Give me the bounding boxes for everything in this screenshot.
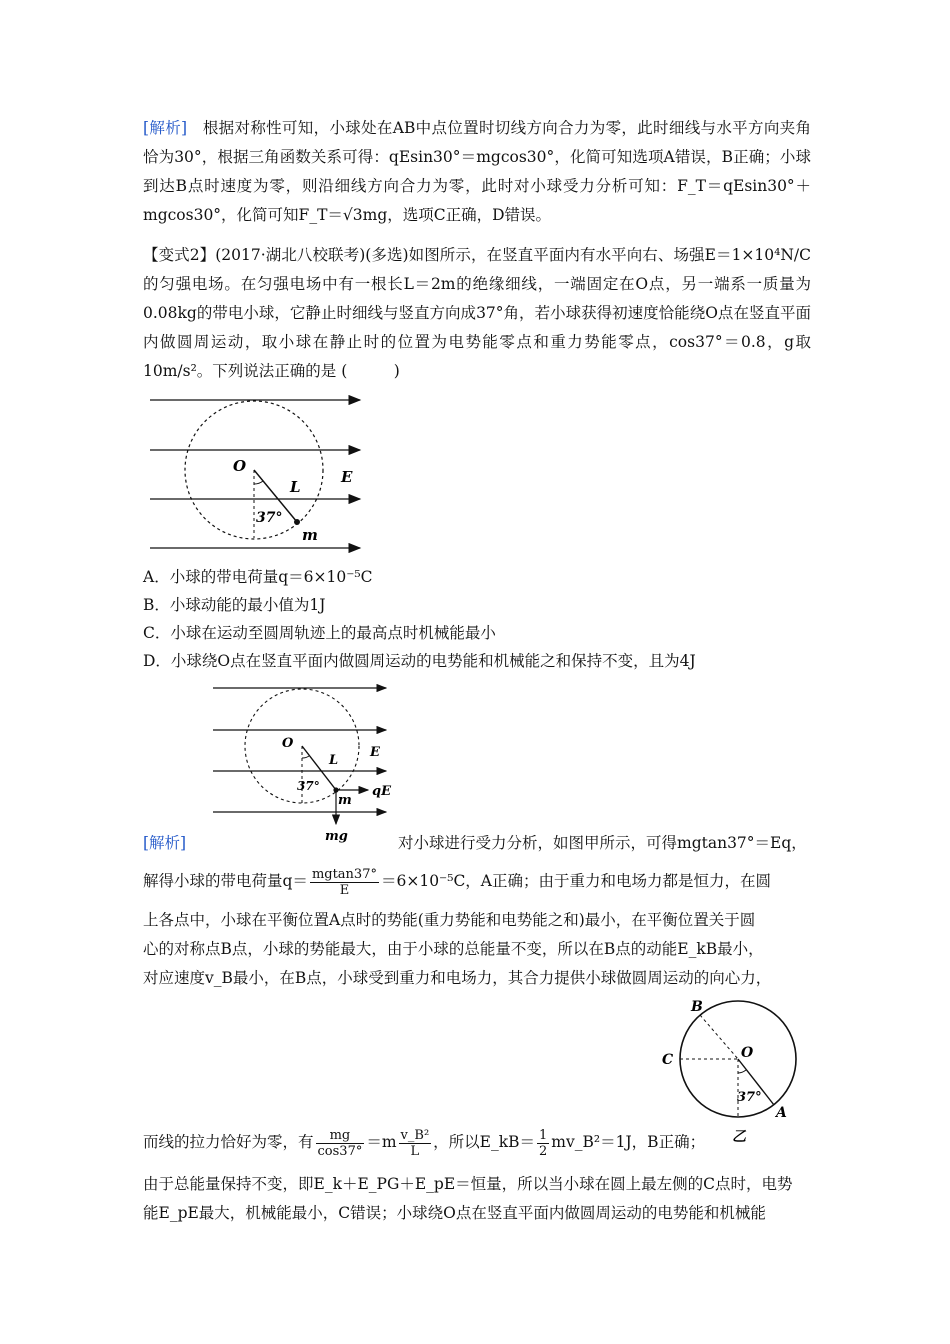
figure-1 — [145, 388, 370, 558]
fraction-numerator: mg — [316, 1128, 365, 1144]
fraction-denominator: cos37° — [317, 1143, 363, 1159]
option-c — [143, 622, 496, 644]
figure-2 — [208, 678, 398, 846]
analysis2-tag — [143, 832, 186, 854]
angle-arc — [254, 481, 263, 484]
label-O: O — [233, 457, 247, 475]
analysis2-line1: 对小球进行受力分析，如图甲所示，可得mgtan37°＝Eq， — [398, 834, 807, 852]
label-L: L — [290, 478, 301, 496]
fraction-numerator: mgtan37° — [311, 866, 377, 882]
option-b-text: B．小球动能的最小值为1J — [143, 596, 326, 614]
fraction-numerator: v_B² — [400, 1127, 430, 1143]
analysis3-line1 — [143, 1127, 705, 1159]
fraction-mg-cos — [316, 1128, 365, 1159]
fraction-vB-L — [399, 1128, 432, 1159]
text-segment: ＝6×10⁻⁵C，A正确；由于重力和电场力都是恒力，在圆 — [380, 872, 772, 890]
option-c-text: C．小球在运动至圆周轨迹上的最高点时机械能最小 — [143, 624, 496, 642]
option-d-text: D．小球绕O点在竖直平面内做圆周运动的电势能和机械能之和保持不变，且为4J — [143, 652, 696, 670]
label-A: A — [776, 1105, 787, 1121]
fraction-denominator: E — [339, 882, 350, 898]
option-a-text: A．小球的带电荷量q＝6×10⁻⁵C — [143, 568, 373, 586]
fraction-denominator: L — [410, 1143, 420, 1159]
analysis-text: 根据对称性可知，小球处在AB中点位置时切线方向合力为零，此时细线与水平方向夹角恰为30°，根据三角函数关系可得：qEsin30°＝mgcos30°，化简可知选项A错误，B正确；小球到达B点时速度为零，则沿细线方向合力为零，此时对小球受力分析可知：F_T＝qEsin30°＋mgcos30°，化简可知F_T＝√3mg，选项C正确，D错误。 — [143, 119, 811, 224]
label-qE: qE — [372, 784, 391, 799]
fraction-half — [537, 1128, 549, 1159]
label-m: m — [302, 526, 318, 544]
text-segment: 解得小球的带电荷量q＝ — [143, 872, 308, 890]
text-segment: 而线的拉力恰好为零，有 — [143, 1133, 314, 1151]
analysis-tag: [解析] — [143, 119, 188, 137]
text-segment: ＝m — [366, 1133, 397, 1151]
label-angle: 37° — [297, 779, 320, 793]
analysis3-line2: 由于总能量保持不变，即E_k＋E_PG＋E_pE＝恒量，所以当小球在圆上最左侧的C点时，电势 — [143, 1175, 793, 1193]
option-d — [143, 650, 696, 672]
ball — [294, 519, 300, 525]
figure-caption: 乙 — [732, 1129, 746, 1145]
label-angle: 37° — [737, 1090, 762, 1105]
label-C: C — [662, 1052, 674, 1068]
analysis2-line3: 上各点中，小球在平衡位置A点时的势能(重力势能和电势能之和)最小，在平衡位置关于圆 — [143, 911, 756, 929]
analysis-paragraph-1 — [143, 114, 811, 230]
angle-arc — [738, 1070, 746, 1073]
diameter-BA — [700, 1015, 738, 1059]
analysis-tag: [解析] — [143, 834, 187, 852]
label-O: O — [741, 1045, 754, 1061]
label-B: B — [691, 999, 703, 1015]
label-angle: 37° — [256, 510, 283, 526]
text-segment: ，所以E_kB＝ — [433, 1133, 536, 1151]
option-b — [143, 594, 325, 616]
analysis2-line5: 对应速度v_B最小，在B点，小球受到重力和电场力，其合力提供小球做圆周运动的向心力， — [143, 969, 772, 987]
fraction-numerator: 1 — [539, 1127, 548, 1143]
fraction-denominator: 2 — [539, 1143, 548, 1159]
question-text: 【变式2】(2017·湖北八校联考)(多选)如图所示，在竖直平面内有水平向右、场强E＝1×10⁴N/C的匀强电场。在匀强电场中有一根长L＝2m的绝缘细线，一端固定在O点，另一端系一质量为0.08kg的带电小球，它静止时细线与竖直方向成37°角，若小球获得初速度恰能绕O点在竖直平面内做圆周运动，取小球在静止时的位置为电势能零点和重力势能零点，cos37°＝0.8，g取10m/s²。下列说法正确的是 ( ) — [143, 246, 811, 380]
variant-question — [143, 241, 811, 386]
analysis3-line3: 能E_pE最大，机械能最小，C错误；小球绕O点在竖直平面内做圆周运动的电势能和机械能 — [143, 1204, 766, 1222]
fraction-charge — [310, 867, 379, 898]
analysis2-line4: 心的对称点B点，小球的势能最大，由于小球的总能量不变，所以在B点的动能E_kB最小， — [143, 940, 764, 958]
label-O: O — [282, 736, 294, 751]
label-m: m — [338, 793, 352, 808]
figure-3 — [655, 995, 805, 1145]
label-E: E — [341, 468, 353, 486]
analysis2-line2 — [143, 866, 771, 898]
label-E: E — [370, 745, 380, 760]
angle-arc — [302, 756, 309, 758]
label-mg: mg — [325, 829, 348, 844]
label-L: L — [329, 753, 339, 768]
option-a — [143, 566, 372, 588]
text-segment: mv_B²＝1J，B正确； — [551, 1133, 706, 1151]
